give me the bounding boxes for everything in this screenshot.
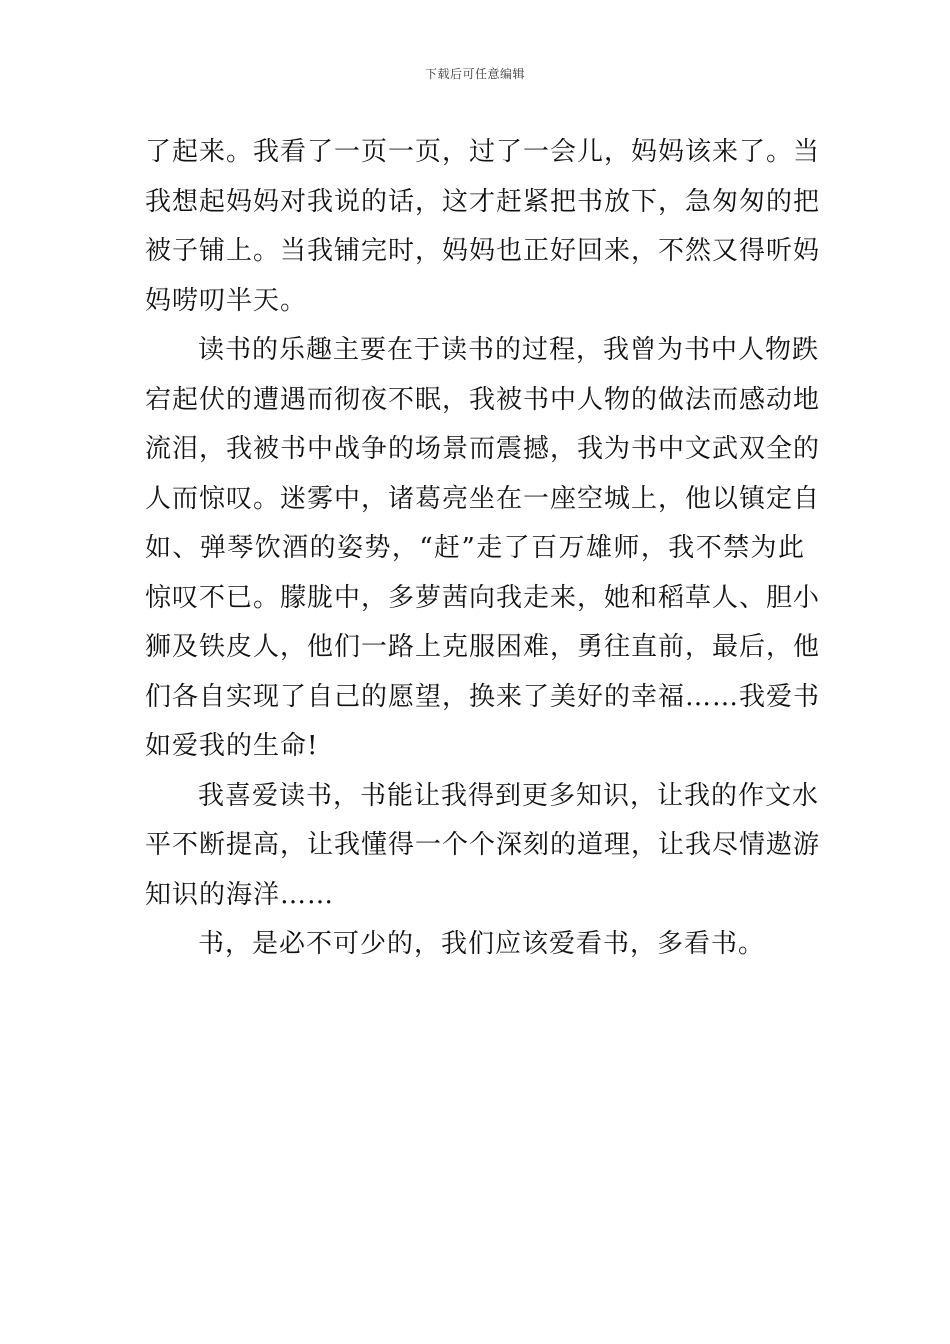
text-line: 知识的海洋…… (145, 879, 335, 910)
text-line: 被子铺上。当我铺完时，妈妈也正好回来，不然又得听妈 (145, 236, 821, 266)
text-line: 平不断提高，让我懂得一个个深刻的道理，让我尽情遨游 (145, 830, 821, 860)
text-line: 妈唠叨半天。 (145, 285, 308, 316)
text-line: 如、弹琴饮酒的姿势，“赶”走了百万雄师，我不禁为此 (145, 533, 805, 563)
text-line: 们各自实现了自己的愿望，换来了美好的幸福……我爱书 (145, 681, 821, 712)
text-line: 宕起伏的遭遇而彻夜不眠，我被书中人物的做法而感动地 (145, 384, 821, 415)
paragraph-4 (145, 920, 805, 970)
text-line: 狮及铁皮人，他们一路上克服困难，勇往直前，最后，他 (145, 632, 821, 662)
text-line: 了起来。我看了一页一页，过了一会儿，妈妈该来了。当 (145, 137, 821, 167)
body-text (145, 128, 821, 970)
text-line: 读书的乐趣主要在于读书的过程，我曾为书中人物跌 (198, 335, 820, 365)
text-line: 如爱我的生命! (145, 731, 319, 761)
paragraph-3 (145, 772, 821, 921)
text-line: 惊叹不已。朦胧中，多萝茜向我走来，她和稻草人、胆小 (145, 582, 821, 613)
text-line: 我喜爱读书，书能让我得到更多知识，让我的作文水 (198, 780, 820, 811)
text-line: 流泪，我被书中战争的场景而震撼，我为书中文武双全的 (145, 434, 821, 464)
text-line: 人而惊叹。迷雾中，诸葛亮坐在一座空城上，他以镇定自 (145, 483, 821, 514)
text-line: 我想起妈妈对我说的话，这才赶紧把书放下，急匆匆的把 (145, 186, 821, 217)
paragraph-2 (145, 326, 821, 772)
page-header: 下载后可任意编辑 (424, 67, 525, 81)
paragraph-1 (145, 128, 821, 326)
text-line: 书，是必不可少的，我们应该爱看书，多看书。 (198, 929, 766, 959)
